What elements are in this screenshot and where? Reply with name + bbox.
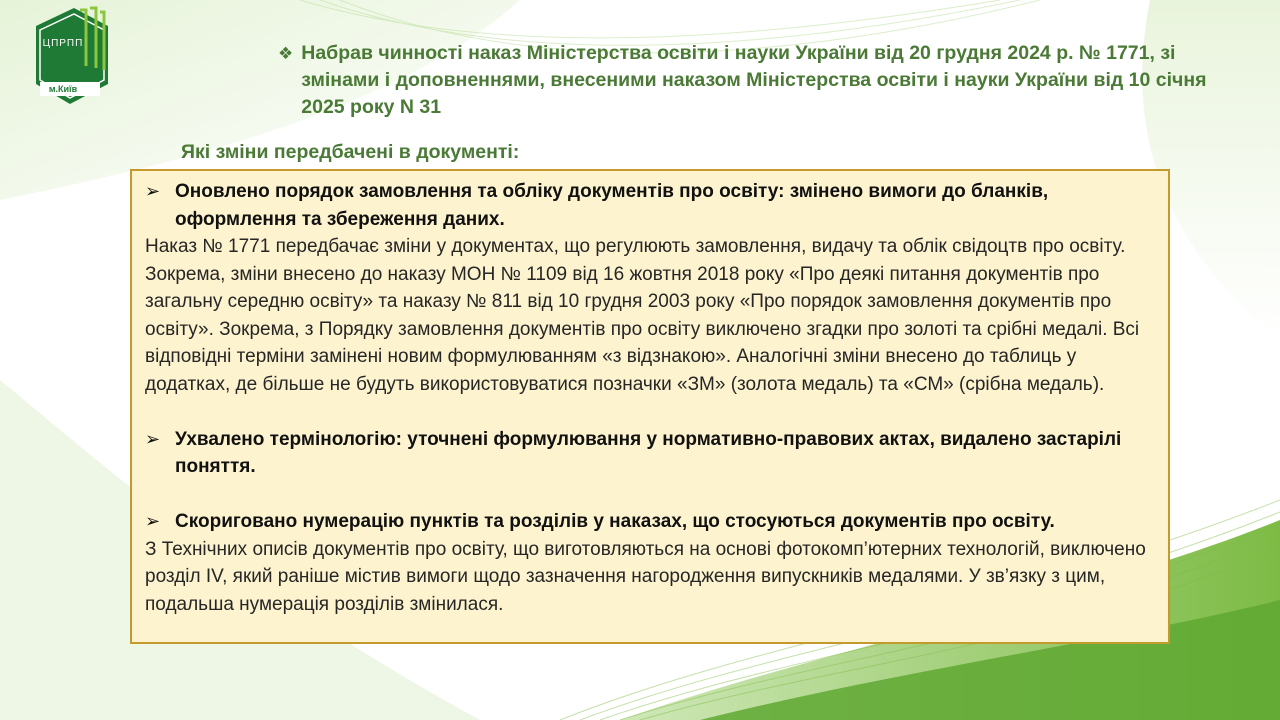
- section-subheading: Які зміни передбачені в документі:: [181, 141, 520, 163]
- logo-city: м.Київ: [48, 84, 78, 94]
- diamond-bullet-icon: ❖: [278, 44, 294, 63]
- list-item-title: [145, 508, 1156, 536]
- arrow-bullet-icon: ➢: [145, 511, 161, 531]
- spacer: [145, 398, 1156, 426]
- arrow-bullet-icon: ➢: [145, 181, 161, 201]
- slide-title: Набрав чинності наказ Міністерства освіти і науки України від 20 грудня 2024 р. № 1771, зі змінами і доповненнями, внесеними наказом Міністерства освіти і науки України від 10 січня 2025 року N 31: [301, 42, 1207, 118]
- slide-header: [278, 40, 1238, 121]
- arrow-bullet-icon: ➢: [145, 428, 161, 449]
- item-body-text: З Технічних описів документів про освіту, що виготовляються на основі фотокомп’ютерних технологій, виключено розділ IV, який раніше містив вимоги щодо зазначення нагородження випускників медалями. У зв’язку з цим, подальша нумерація розділів змінилася.: [145, 538, 1146, 615]
- list-item-title: [145, 426, 1156, 481]
- content-box: [130, 169, 1170, 644]
- spacer: [145, 481, 1156, 509]
- item-title-text: Ухвалено термінологію: уточнені формулювання у нормативно-правових актах, видалено застарілі поняття.: [175, 428, 1122, 477]
- item-body-text: Наказ № 1771 передбачає зміни у документах, що регулюють замовлення, видачу та облік свідоцтв про освіту. Зокрема, зміни внесено до наказу МОН № 1109 від 16 жовтня 2018 року «Про деякі питання документів про загальну середню освіту» та наказу № 811 від 10 грудня 2003 року «Про порядок замовлення документів про освіту». Зокрема, з Порядку замовлення документів про освіту виключено згадки про золоті та срібні медалі. Всі відповідні терміни замінені новим формулюванням «з відзнакою». Аналогічні зміни внесено до таблиць у додатках, де більше не будуть використовуватися позначки «ЗМ» (золота медаль) та «СМ» (срібна медаль).: [145, 236, 1140, 395]
- list-item-title: [145, 178, 1156, 233]
- item-title-text: Оновлено порядок замовлення та обліку документів про освіту: змінено вимоги до бланків, оформлення та збереження даних.: [175, 181, 1049, 230]
- item-title-text: Скориговано нумерацію пунктів та розділів у наказах, що стосуються документів про освіту.: [175, 511, 1055, 532]
- logo-text: ЦПРПП: [42, 38, 84, 49]
